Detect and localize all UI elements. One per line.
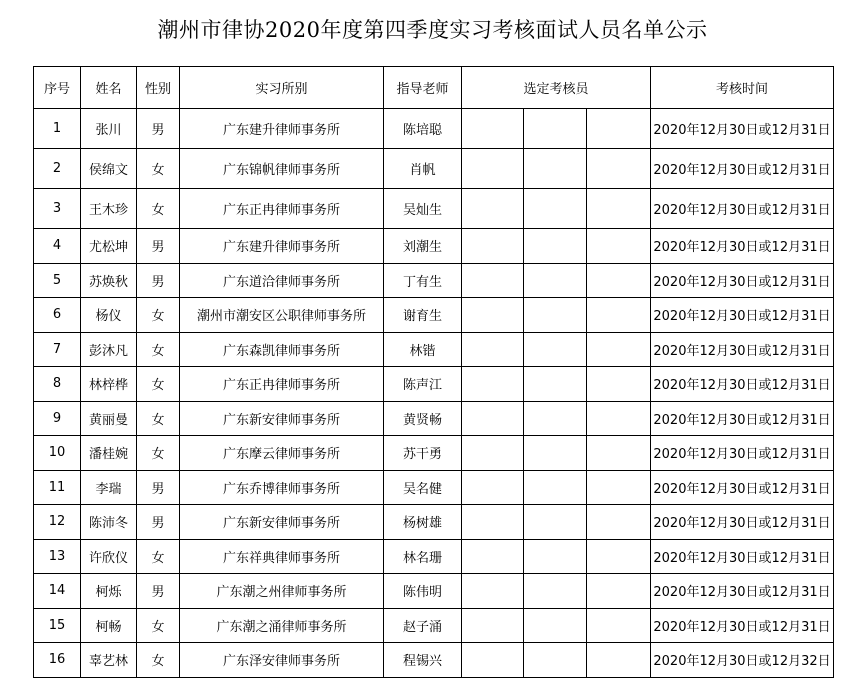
examiner-cell-2 bbox=[524, 109, 587, 149]
examiner-cell-2 bbox=[524, 539, 587, 574]
time-cell: 2020年12月30日或12月31日 bbox=[651, 367, 834, 402]
row-number-cell: 8 bbox=[34, 367, 81, 402]
name-cell: 潘桂婉 bbox=[81, 436, 137, 471]
time-cell: 2020年12月30日或12月31日 bbox=[651, 189, 834, 229]
examiner-cell-1 bbox=[462, 539, 524, 574]
time-cell: 2020年12月30日或12月31日 bbox=[651, 470, 834, 505]
gender-cell: 女 bbox=[137, 332, 180, 367]
time-cell: 2020年12月30日或12月31日 bbox=[651, 608, 834, 643]
gender-cell: 男 bbox=[137, 574, 180, 609]
name-cell: 黄丽曼 bbox=[81, 401, 137, 436]
firm-cell: 广东建升律师事务所 bbox=[180, 109, 384, 149]
name-cell: 李瑞 bbox=[81, 470, 137, 505]
table-row bbox=[34, 367, 834, 402]
firm-cell: 广东正冉律师事务所 bbox=[180, 189, 384, 229]
firm-cell: 广东锦帆律师事务所 bbox=[180, 149, 384, 189]
time-cell: 2020年12月30日或12月31日 bbox=[651, 149, 834, 189]
gender-cell: 女 bbox=[137, 149, 180, 189]
table-row bbox=[34, 332, 834, 367]
row-number-cell: 12 bbox=[34, 505, 81, 540]
name-cell: 辜艺林 bbox=[81, 643, 137, 678]
gender-cell: 女 bbox=[137, 539, 180, 574]
gender-cell: 男 bbox=[137, 263, 180, 298]
table-row bbox=[34, 470, 834, 505]
mentor-cell: 丁有生 bbox=[384, 263, 462, 298]
time-cell: 2020年12月30日或12月31日 bbox=[651, 574, 834, 609]
name-cell: 许欣仪 bbox=[81, 539, 137, 574]
time-cell: 2020年12月30日或12月32日 bbox=[651, 643, 834, 678]
examiner-cell-2 bbox=[524, 149, 587, 189]
header-gender: 性别 bbox=[137, 67, 180, 109]
name-cell: 陈沛冬 bbox=[81, 505, 137, 540]
examiner-cell-1 bbox=[462, 505, 524, 540]
gender-cell: 男 bbox=[137, 229, 180, 264]
examiner-cell-3 bbox=[587, 643, 651, 678]
gender-cell: 女 bbox=[137, 367, 180, 402]
time-cell: 2020年12月30日或12月31日 bbox=[651, 539, 834, 574]
examiner-cell-3 bbox=[587, 298, 651, 333]
examiner-cell-1 bbox=[462, 574, 524, 609]
gender-cell: 女 bbox=[137, 298, 180, 333]
examiner-cell-2 bbox=[524, 298, 587, 333]
mentor-cell: 吴名健 bbox=[384, 470, 462, 505]
table-row bbox=[34, 608, 834, 643]
table-row bbox=[34, 149, 834, 189]
examiner-cell-2 bbox=[524, 608, 587, 643]
row-number-cell: 2 bbox=[34, 149, 81, 189]
examiner-cell-1 bbox=[462, 332, 524, 367]
examiner-cell-3 bbox=[587, 470, 651, 505]
table-row bbox=[34, 229, 834, 264]
name-cell: 侯绵文 bbox=[81, 149, 137, 189]
examiner-cell-3 bbox=[587, 505, 651, 540]
firm-cell: 广东泽安律师事务所 bbox=[180, 643, 384, 678]
examiner-cell-2 bbox=[524, 229, 587, 264]
mentor-cell: 陈声江 bbox=[384, 367, 462, 402]
examiner-cell-3 bbox=[587, 436, 651, 471]
examiner-cell-3 bbox=[587, 539, 651, 574]
firm-cell: 潮州市潮安区公职律师事务所 bbox=[180, 298, 384, 333]
firm-cell: 广东潮之州律师事务所 bbox=[180, 574, 384, 609]
firm-cell: 广东建升律师事务所 bbox=[180, 229, 384, 264]
row-number-cell: 7 bbox=[34, 332, 81, 367]
name-cell: 王木珍 bbox=[81, 189, 137, 229]
name-cell: 苏焕秋 bbox=[81, 263, 137, 298]
examiner-cell-2 bbox=[524, 332, 587, 367]
row-number-cell: 6 bbox=[34, 298, 81, 333]
mentor-cell: 林名珊 bbox=[384, 539, 462, 574]
firm-cell: 广东乔博律师事务所 bbox=[180, 470, 384, 505]
time-cell: 2020年12月30日或12月31日 bbox=[651, 332, 834, 367]
examiner-cell-2 bbox=[524, 436, 587, 471]
mentor-cell: 苏干勇 bbox=[384, 436, 462, 471]
row-number-cell: 16 bbox=[34, 643, 81, 678]
examiner-cell-1 bbox=[462, 298, 524, 333]
mentor-cell: 赵子涌 bbox=[384, 608, 462, 643]
row-number-cell: 13 bbox=[34, 539, 81, 574]
row-number-cell: 3 bbox=[34, 189, 81, 229]
examiner-cell-1 bbox=[462, 109, 524, 149]
firm-cell: 广东新安律师事务所 bbox=[180, 505, 384, 540]
table-row bbox=[34, 643, 834, 678]
mentor-cell: 黄贤畅 bbox=[384, 401, 462, 436]
examiner-cell-1 bbox=[462, 436, 524, 471]
examiner-cell-3 bbox=[587, 109, 651, 149]
time-cell: 2020年12月30日或12月31日 bbox=[651, 298, 834, 333]
examiner-cell-1 bbox=[462, 189, 524, 229]
gender-cell: 男 bbox=[137, 109, 180, 149]
firm-cell: 广东新安律师事务所 bbox=[180, 401, 384, 436]
row-number-cell: 11 bbox=[34, 470, 81, 505]
roster-body bbox=[34, 109, 834, 678]
table-row bbox=[34, 109, 834, 149]
row-number-cell: 4 bbox=[34, 229, 81, 264]
table-row bbox=[34, 189, 834, 229]
firm-cell: 广东道洽律师事务所 bbox=[180, 263, 384, 298]
examiner-cell-3 bbox=[587, 574, 651, 609]
examiner-cell-1 bbox=[462, 608, 524, 643]
table-row bbox=[34, 539, 834, 574]
examiner-cell-2 bbox=[524, 574, 587, 609]
roster-table bbox=[33, 66, 834, 678]
gender-cell: 女 bbox=[137, 608, 180, 643]
examiner-cell-1 bbox=[462, 470, 524, 505]
mentor-cell: 程锡兴 bbox=[384, 643, 462, 678]
table-row bbox=[34, 298, 834, 333]
table-row bbox=[34, 574, 834, 609]
header-no: 序号 bbox=[34, 67, 81, 109]
firm-cell: 广东摩云律师事务所 bbox=[180, 436, 384, 471]
header-examiners: 选定考核员 bbox=[462, 67, 651, 109]
examiner-cell-3 bbox=[587, 401, 651, 436]
name-cell: 杨仪 bbox=[81, 298, 137, 333]
time-cell: 2020年12月30日或12月31日 bbox=[651, 401, 834, 436]
row-number-cell: 14 bbox=[34, 574, 81, 609]
examiner-cell-1 bbox=[462, 401, 524, 436]
examiner-cell-1 bbox=[462, 367, 524, 402]
time-cell: 2020年12月30日或12月31日 bbox=[651, 436, 834, 471]
examiner-cell-3 bbox=[587, 149, 651, 189]
examiner-cell-1 bbox=[462, 643, 524, 678]
mentor-cell: 谢育生 bbox=[384, 298, 462, 333]
header-time: 考核时间 bbox=[651, 67, 834, 109]
mentor-cell: 杨树雄 bbox=[384, 505, 462, 540]
examiner-cell-3 bbox=[587, 367, 651, 402]
gender-cell: 男 bbox=[137, 505, 180, 540]
gender-cell: 女 bbox=[137, 189, 180, 229]
firm-cell: 广东正冉律师事务所 bbox=[180, 367, 384, 402]
examiner-cell-2 bbox=[524, 470, 587, 505]
examiner-cell-1 bbox=[462, 229, 524, 264]
mentor-cell: 肖帆 bbox=[384, 149, 462, 189]
name-cell: 彭沐凡 bbox=[81, 332, 137, 367]
table-row bbox=[34, 401, 834, 436]
firm-cell: 广东潮之涌律师事务所 bbox=[180, 608, 384, 643]
table-row bbox=[34, 505, 834, 540]
header-name: 姓名 bbox=[81, 67, 137, 109]
firm-cell: 广东祥典律师事务所 bbox=[180, 539, 384, 574]
name-cell: 柯畅 bbox=[81, 608, 137, 643]
mentor-cell: 陈培聪 bbox=[384, 109, 462, 149]
page-title: 潮州市律协2020年度第四季度实习考核面试人员名单公示 bbox=[157, 18, 708, 42]
time-cell: 2020年12月30日或12月31日 bbox=[651, 505, 834, 540]
gender-cell: 男 bbox=[137, 470, 180, 505]
examiner-cell-3 bbox=[587, 189, 651, 229]
examiner-cell-3 bbox=[587, 608, 651, 643]
examiner-cell-2 bbox=[524, 505, 587, 540]
name-cell: 张川 bbox=[81, 109, 137, 149]
mentor-cell: 吴灿生 bbox=[384, 189, 462, 229]
gender-cell: 女 bbox=[137, 643, 180, 678]
examiner-cell-2 bbox=[524, 367, 587, 402]
table-row bbox=[34, 436, 834, 471]
examiner-cell-2 bbox=[524, 643, 587, 678]
time-cell: 2020年12月30日或12月31日 bbox=[651, 109, 834, 149]
examiner-cell-1 bbox=[462, 149, 524, 189]
header-row bbox=[34, 67, 834, 109]
examiner-cell-3 bbox=[587, 263, 651, 298]
examiner-cell-3 bbox=[587, 332, 651, 367]
time-cell: 2020年12月30日或12月31日 bbox=[651, 263, 834, 298]
name-cell: 柯烁 bbox=[81, 574, 137, 609]
header-firm: 实习所别 bbox=[180, 67, 384, 109]
name-cell: 尤松坤 bbox=[81, 229, 137, 264]
examiner-cell-1 bbox=[462, 263, 524, 298]
mentor-cell: 刘潮生 bbox=[384, 229, 462, 264]
examiner-cell-2 bbox=[524, 263, 587, 298]
examiner-cell-2 bbox=[524, 401, 587, 436]
mentor-cell: 林锴 bbox=[384, 332, 462, 367]
gender-cell: 女 bbox=[137, 436, 180, 471]
name-cell: 林梓桦 bbox=[81, 367, 137, 402]
examiner-cell-3 bbox=[587, 229, 651, 264]
row-number-cell: 1 bbox=[34, 109, 81, 149]
firm-cell: 广东森凯律师事务所 bbox=[180, 332, 384, 367]
mentor-cell: 陈伟明 bbox=[384, 574, 462, 609]
examiner-cell-2 bbox=[524, 189, 587, 229]
row-number-cell: 9 bbox=[34, 401, 81, 436]
gender-cell: 女 bbox=[137, 401, 180, 436]
row-number-cell: 15 bbox=[34, 608, 81, 643]
row-number-cell: 10 bbox=[34, 436, 81, 471]
row-number-cell: 5 bbox=[34, 263, 81, 298]
header-mentor: 指导老师 bbox=[384, 67, 462, 109]
time-cell: 2020年12月30日或12月31日 bbox=[651, 229, 834, 264]
table-row bbox=[34, 263, 834, 298]
